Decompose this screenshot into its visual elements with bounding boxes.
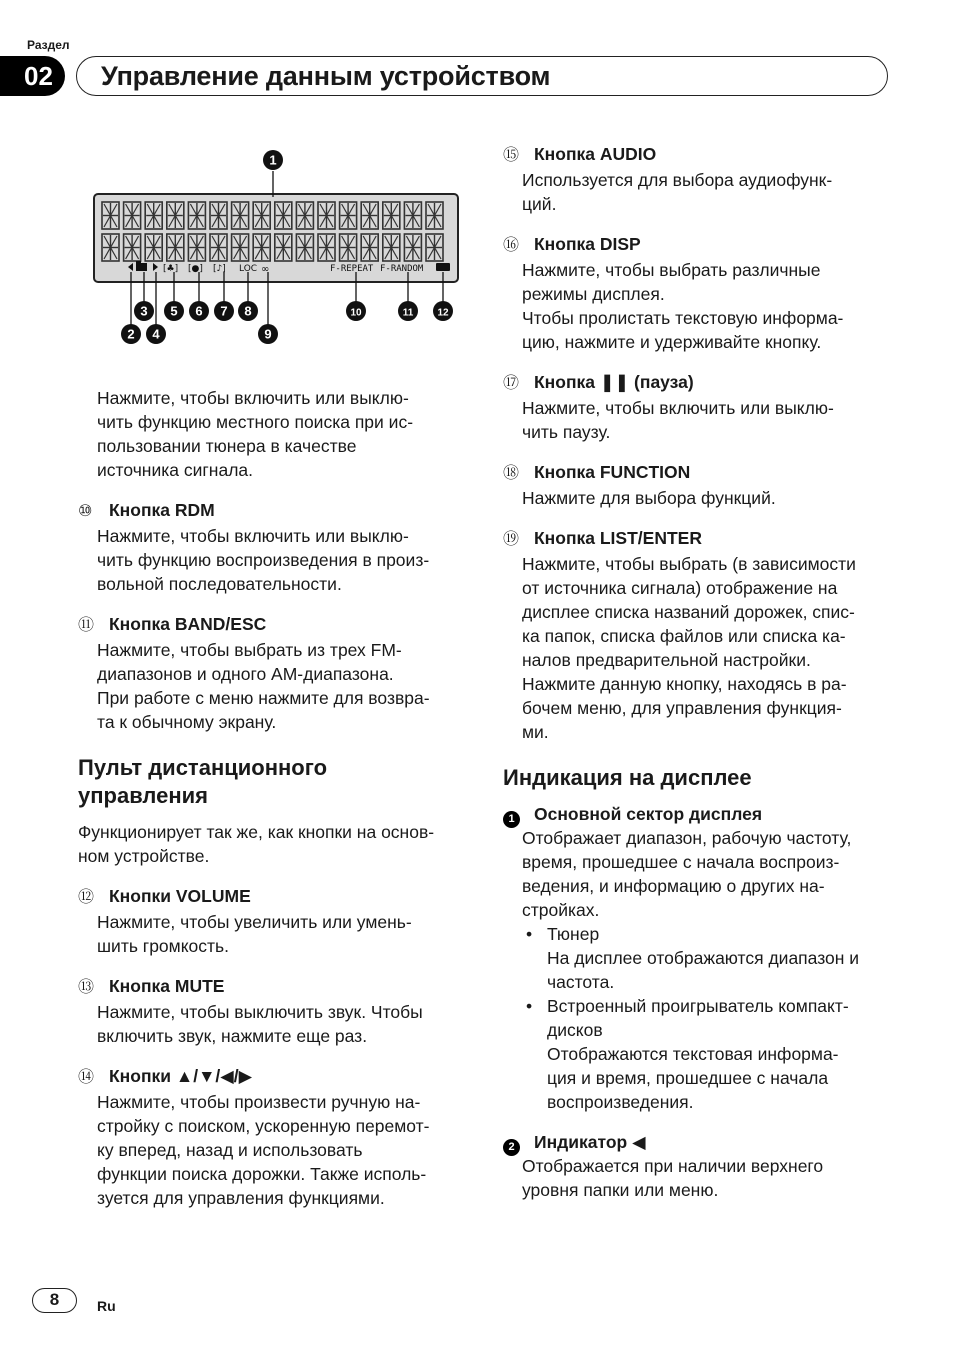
item-body: Используется для выбора аудиофунк- ций. [522,170,833,214]
item-body: Нажмите для выбора функций. [522,488,776,508]
button-item [78,974,470,1048]
item-title: Кнопка RDM [109,500,215,520]
loc-description: Нажмите, чтобы включить или выклю- чить функцию местного поиска при ис- пользовании тюнера в качестве источника сигнала. [97,388,414,480]
segment-digit [275,234,292,261]
sub-list-item [522,922,903,994]
item-title: Кнопка BAND/ESC [109,614,267,634]
left-column [78,386,470,1226]
segment-digit [404,234,421,261]
item-title: Кнопки VOLUME [109,886,251,906]
item-number: ⑪ [78,617,95,634]
segment-digit [296,202,313,229]
segment-digit [253,202,270,229]
sub-list-content [547,922,859,994]
segment-digit [404,202,421,229]
folder-tab-icon [136,261,141,264]
segment-digit [383,234,400,261]
section-label: Раздел [27,38,70,52]
remote-control-heading: Пульт дистанционного управления [78,755,328,808]
segment-digit [124,234,141,261]
display-indication-heading: Индикация на дисплее [503,765,752,790]
sub-item-text: На дисплее отображаются диапазон и частота. [547,948,860,992]
artist-icon: [♣] [163,264,179,274]
segment-digit [361,234,378,261]
item-number: ⑯ [503,237,520,254]
callout-number: 8 [244,303,252,319]
segment-digit [275,202,292,229]
callout-number: 11 [402,307,414,319]
bt-icon [436,263,450,271]
item-number: ⑩ [78,503,93,520]
segment-digit [188,202,205,229]
remote-control-intro: Функционирует так же, как кнопки на основ- ном устройстве. [78,822,435,866]
item-body: Отображается при наличии верхнего уровня папки или меню. [522,1156,824,1200]
segment-digit [361,202,378,229]
item-title: Кнопка MUTE [109,976,225,996]
callout-number: 5 [170,303,178,319]
segment-digit [232,202,249,229]
button-item [503,370,903,444]
page-title: Управление данным устройством [101,60,551,91]
item-title: Кнопка AUDIO [534,144,657,164]
bullet-dot: • [526,996,533,1016]
bullet-dot: • [526,924,533,944]
sub-item-title: Встроенный проигрыватель компакт- дисков [547,996,849,1040]
item-number-marker: 1 [503,811,520,828]
item-title: Кнопка FUNCTION [534,462,691,482]
item-body: Нажмите, чтобы произвести ручную на- стройку с поиском, ускоренную перемот- ку вперед, назад и использовать функции поиска дорожки. Также исполь- зуется для управления функциями. [97,1092,430,1208]
button-item [78,1064,470,1210]
callout-number: 3 [140,303,148,319]
segment-digit [426,234,443,261]
loop-icon: ∞ [261,264,270,275]
item-body: Отображает диапазон, рабочую частоту, время, прошедшее с начала воспроиз- ведения, и информацию о других на- стройках. [522,828,852,920]
item-number: ⑰ [503,375,520,392]
loc-indicator: LOC [239,264,258,274]
button-item [503,460,903,510]
callout-number: 9 [264,326,272,342]
segment-digit [102,202,119,229]
disc-icon: [●] [188,264,203,274]
page-number: 8 [32,1288,77,1313]
segment-digit [102,234,119,261]
sub-list-content [547,994,849,1114]
segment-digit [383,202,400,229]
item-number: ⑫ [78,889,95,906]
segment-digit [318,234,335,261]
segment-digit [253,234,270,261]
item-body: Нажмите, чтобы выбрать различные режимы дисплея. Чтобы пролистать текстовую информа- цию, нажмите и удерживайте кнопку. [522,260,844,352]
segment-digit [167,202,184,229]
callout-number: 12 [437,307,449,319]
item-number: ⑭ [78,1069,95,1086]
segment-digit [167,234,184,261]
segment-digit [210,202,227,229]
segment-digit [340,234,357,261]
item-number-marker: 2 [503,1139,520,1156]
item-title: Кнопки ▲/▼/◀/▶ [109,1066,253,1086]
segment-digit [296,234,313,261]
item-body: Нажмите, чтобы включить или выклю- чить функцию воспроизведения в произ- вольной последовательности. [97,526,430,594]
f-random-indicator: F-RANDOM [380,264,424,274]
item-number: ⑮ [503,147,520,164]
segment-digit [124,202,141,229]
item-body: Нажмите, чтобы включить или выклю- чить паузу. [522,398,834,442]
item-body: Нажмите, чтобы выбрать (в зависимости от источника сигнала) отображение на дисплее списка названий дорожек, спис- ка папок, списка файлов или списка ка- налов предварительной настройки. Нажмите данную кнопку, находясь в ра- бочем меню, для управления функция- ми. [522,554,856,742]
item-number: ⑬ [78,979,95,996]
button-item [503,142,903,216]
callout-number: 6 [195,303,203,319]
segment-digit [188,234,205,261]
segment-digit [340,202,357,229]
button-item [78,612,470,734]
item-number: ⑲ [503,531,520,548]
sub-list-item [522,994,903,1114]
callout-number: 2 [127,326,135,342]
segment-digit [145,234,162,261]
button-item [78,884,470,958]
item-title: Основной сектор дисплея [534,804,763,824]
callout-number: 4 [152,326,160,342]
item-body: Нажмите, чтобы увеличить или умень- шить громкость. [97,912,412,956]
sub-item-title: Тюнер [547,924,600,944]
language-code: Ru [97,1298,116,1314]
segment-digit [210,234,227,261]
item-title: Кнопка LIST/ENTER [534,528,702,548]
segment-digit [318,202,335,229]
title-frame [76,56,888,96]
item-title: Кнопка DISP [534,234,641,254]
button-item [503,232,903,354]
right-column [503,142,903,1218]
display-item-main-sector [503,802,903,1114]
callout-number: 10 [350,307,362,319]
display-diagram [90,145,462,350]
display-item-indicator [503,1130,903,1202]
sub-list [503,922,903,1114]
callout-number: 1 [269,152,277,168]
item-body: Нажмите, чтобы выключить звук. Чтобы включить звук, нажмите еще раз. [97,1002,423,1046]
segment-digit [426,202,443,229]
segment-digit [145,202,162,229]
callout-number: 7 [220,303,228,319]
item-number: ⑱ [503,465,520,482]
f-repeat-indicator: F-REPEAT [330,264,374,274]
song-icon: [♪] [213,264,226,274]
button-item [503,526,903,744]
button-item [78,498,470,596]
item-title: Кнопка ❚❚ (пауза) [534,372,694,392]
section-number-badge: 02 [0,56,65,96]
item-body: Нажмите, чтобы выбрать из трех FM- диапазонов и одного AM-диапазона. При работе с меню нажмите для возвра- та к обычному экрану. [97,640,430,732]
segment-digit [232,234,249,261]
folder-icon [136,263,147,271]
item-title: Индикатор ◀ [534,1132,646,1152]
sub-item-text: Отображаются текстовая информа- ция и время, прошедшее с начала воспроизведения. [547,1044,839,1112]
